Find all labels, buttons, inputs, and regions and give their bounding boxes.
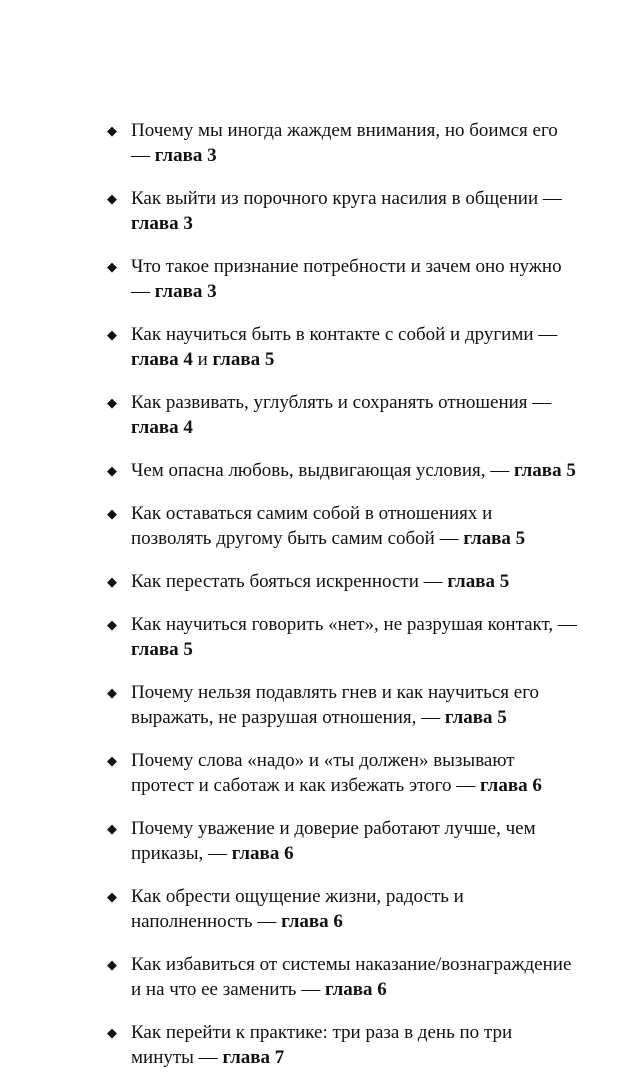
chapter-ref: глава 4 bbox=[131, 349, 193, 370]
list-item bbox=[107, 322, 577, 372]
list-item bbox=[107, 884, 577, 934]
chapter-ref: глава 4 bbox=[131, 417, 193, 438]
list-item bbox=[107, 118, 577, 168]
item-text: Чем опасна любовь, выдвигающая условия, — bbox=[131, 460, 514, 481]
topic-list bbox=[107, 118, 577, 1088]
diamond-bullet-icon: ◆ bbox=[107, 753, 117, 768]
diamond-bullet-icon: ◆ bbox=[107, 617, 117, 632]
list-item bbox=[107, 458, 577, 483]
list-item bbox=[107, 952, 577, 1002]
item-text: Как перестать бояться искренности — bbox=[131, 571, 448, 592]
list-item bbox=[107, 680, 577, 730]
diamond-bullet-icon: ◆ bbox=[107, 957, 117, 972]
chapter-ref: глава 6 bbox=[324, 979, 387, 1000]
list-item bbox=[107, 254, 577, 304]
chapter-ref: глава 6 bbox=[480, 775, 542, 796]
diamond-bullet-icon: ◆ bbox=[107, 327, 117, 342]
chapter-ref: глава 5 bbox=[463, 528, 526, 549]
chapter-ref: глава 7 bbox=[222, 1047, 285, 1068]
list-item bbox=[107, 390, 577, 440]
list-item bbox=[107, 612, 577, 662]
item-text-joiner: и bbox=[192, 349, 213, 370]
list-item bbox=[107, 569, 577, 594]
list-item bbox=[107, 186, 577, 236]
item-text: Как развивать, углублять и сохранять отношения — bbox=[131, 392, 552, 413]
diamond-bullet-icon: ◆ bbox=[107, 463, 117, 478]
diamond-bullet-icon: ◆ bbox=[107, 1025, 117, 1040]
chapter-ref-second: глава 5 bbox=[212, 349, 275, 370]
chapter-ref: глава 5 bbox=[513, 460, 576, 481]
list-item bbox=[107, 816, 577, 866]
diamond-bullet-icon: ◆ bbox=[107, 506, 117, 521]
item-text: Почему мы иногда жаждем внимания, но боимся его — bbox=[131, 120, 558, 166]
diamond-bullet-icon: ◆ bbox=[107, 395, 117, 410]
item-text: Как научиться говорить «нет», не разрушая контакт, — bbox=[131, 614, 577, 635]
chapter-ref: глава 5 bbox=[131, 639, 193, 660]
diamond-bullet-icon: ◆ bbox=[107, 574, 117, 589]
item-text: Как избавиться от системы наказание/вознаграждение и на что ее заменить — bbox=[131, 954, 572, 1000]
diamond-bullet-icon: ◆ bbox=[107, 685, 117, 700]
item-text: Почему слова «надо» и «ты должен» вызывают протест и саботаж и как избежать этого — bbox=[131, 750, 515, 796]
item-text: Как выйти из порочного круга насилия в общении — bbox=[131, 188, 562, 209]
item-text: Почему нельзя подавлять гнев и как научиться его выражать, не разрушая отношения, — bbox=[131, 682, 540, 728]
list-item bbox=[107, 501, 577, 551]
item-text: Как перейти к практике: три раза в день по три минуты — bbox=[131, 1022, 513, 1068]
chapter-ref: глава 3 bbox=[154, 145, 217, 166]
list-item bbox=[107, 1020, 577, 1070]
chapter-ref: глава 5 bbox=[444, 707, 507, 728]
item-text: Почему уважение и доверие работают лучше, чем приказы, — bbox=[131, 818, 536, 864]
diamond-bullet-icon: ◆ bbox=[107, 821, 117, 836]
chapter-ref: глава 5 bbox=[447, 571, 510, 592]
item-text: Как оставаться самим собой в отношениях и позволять другому быть самим собой — bbox=[131, 503, 493, 549]
chapter-ref: глава 6 bbox=[231, 843, 294, 864]
item-text: Как научиться быть в контакте с собой и другими — bbox=[131, 324, 558, 345]
diamond-bullet-icon: ◆ bbox=[107, 259, 117, 274]
chapter-ref: глава 3 bbox=[154, 281, 217, 302]
chapter-ref: глава 3 bbox=[131, 213, 193, 234]
chapter-ref: глава 6 bbox=[281, 911, 343, 932]
list-item bbox=[107, 748, 577, 798]
diamond-bullet-icon: ◆ bbox=[107, 191, 117, 206]
item-text: Как обрести ощущение жизни, радость и наполненность — bbox=[131, 886, 464, 932]
diamond-bullet-icon: ◆ bbox=[107, 889, 117, 904]
diamond-bullet-icon: ◆ bbox=[107, 123, 117, 138]
item-text: Что такое признание потребности и зачем оно нужно — bbox=[131, 256, 562, 302]
